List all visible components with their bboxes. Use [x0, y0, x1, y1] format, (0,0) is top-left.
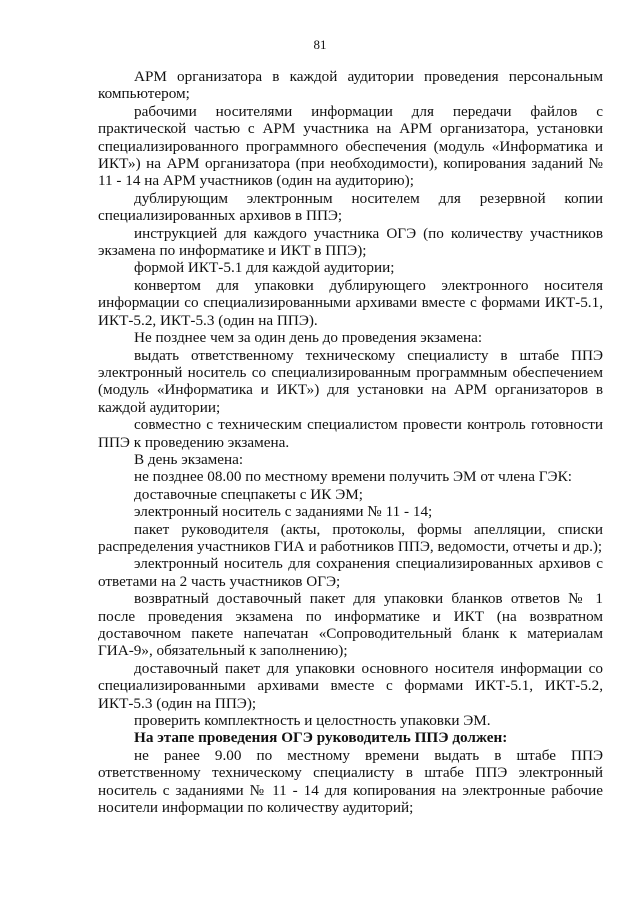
- paragraph-readiness-check: совместно с техническим специалистом провести контроль готовности ППЭ к проведению экзамена.: [98, 416, 603, 451]
- paragraph-delivery-packets: доставочные спецпакеты с ИК ЭМ;: [134, 485, 363, 503]
- paragraph-exam-day: В день экзамена:: [134, 450, 244, 468]
- paragraph-issue-media: выдать ответственному техническому специалисту в штабе ППЭ электронный носитель со специализированным программным обеспечением (модуль «Информатика и ИКТ») для установки на АРМ организаторов в каждой аудитории;: [98, 346, 603, 416]
- paragraph-working-media: рабочими носителями информации для передачи файлов с практической частью с АРМ участника на АРМ организатора, установки специализированного программного обеспечения (модуль «Информатика и ИКТ») на АРМ организатора (при необходимости), копирования заданий № 11 - 14 на АРМ участников (один на аудиторию);: [98, 102, 603, 190]
- document-body: [98, 68, 603, 816]
- paragraph-issue-tasks-media: не ранее 9.00 по местному времени выдать в штабе ППЭ ответственному техническому специалисту в штабе ППЭ электронный носитель с заданиями № 11 - 14 для копирования на электронные рабочие носители информации по количеству аудиторий;: [98, 746, 603, 817]
- paragraph-receive-em: не позднее 08.00 по местному времени получить ЭМ от члена ГЭК:: [134, 468, 572, 486]
- paragraph-envelope: конвертом для упаковки дублирующего электронного носителя информации со специализированными архивами вместе с формами ИКТ-5.1, ИКТ-5.2, ИКТ-5.3 (один на ППЭ).: [98, 276, 603, 329]
- paragraph-backup-media: дублирующим электронным носителем для резервной копии специализированных архивов в ППЭ;: [98, 189, 603, 225]
- paragraph-day-before: Не позднее чем за один день до проведения экзамена:: [134, 329, 483, 347]
- paragraph-tasks-media: электронный носитель с заданиями № 11 - 14;: [134, 503, 433, 521]
- paragraph-answers-media: электронный носитель для сохранения специализированных архивов с ответами на 2 часть участников ОГЭ;: [98, 555, 603, 590]
- paragraph-main-media-packet: доставочный пакет для упаковки основного носителя информации со специализированными архивами вместе с формами ИКТ-5.1, ИКТ-5.2, ИКТ-5.3 (один на ППЭ);: [98, 659, 603, 712]
- paragraph-head-package: пакет руководителя (акты, протоколы, формы апелляции, списки распределения участников ГИА и работников ППЭ, ведомости, отчеты и др.);: [98, 520, 603, 555]
- paragraph-return-packet: возвратный доставочный пакет для упаковки бланков ответов № 1 после проведения экзамена по информатике и ИКТ (на возвратном доставочном пакете напечатан «Сопроводительный бланк к материалам ГИА-9», обязательный к заполнению);: [98, 590, 603, 660]
- section-heading-exam-stage: На этапе проведения ОГЭ руководитель ППЭ должен:: [134, 729, 508, 747]
- paragraph-instruction: инструкцией для каждого участника ОГЭ (по количеству участников экзамена по информатике и ИКТ в ППЭ);: [98, 224, 603, 260]
- paragraph-form-ikt51: формой ИКТ-5.1 для каждой аудитории;: [134, 259, 395, 277]
- paragraph-arm-computer: АРМ организатора в каждой аудитории проведения персональным компьютером;: [98, 68, 603, 103]
- paragraph-check-package: проверить комплектность и целостность упаковки ЭМ.: [134, 712, 491, 730]
- page-number: 81: [313, 37, 327, 52]
